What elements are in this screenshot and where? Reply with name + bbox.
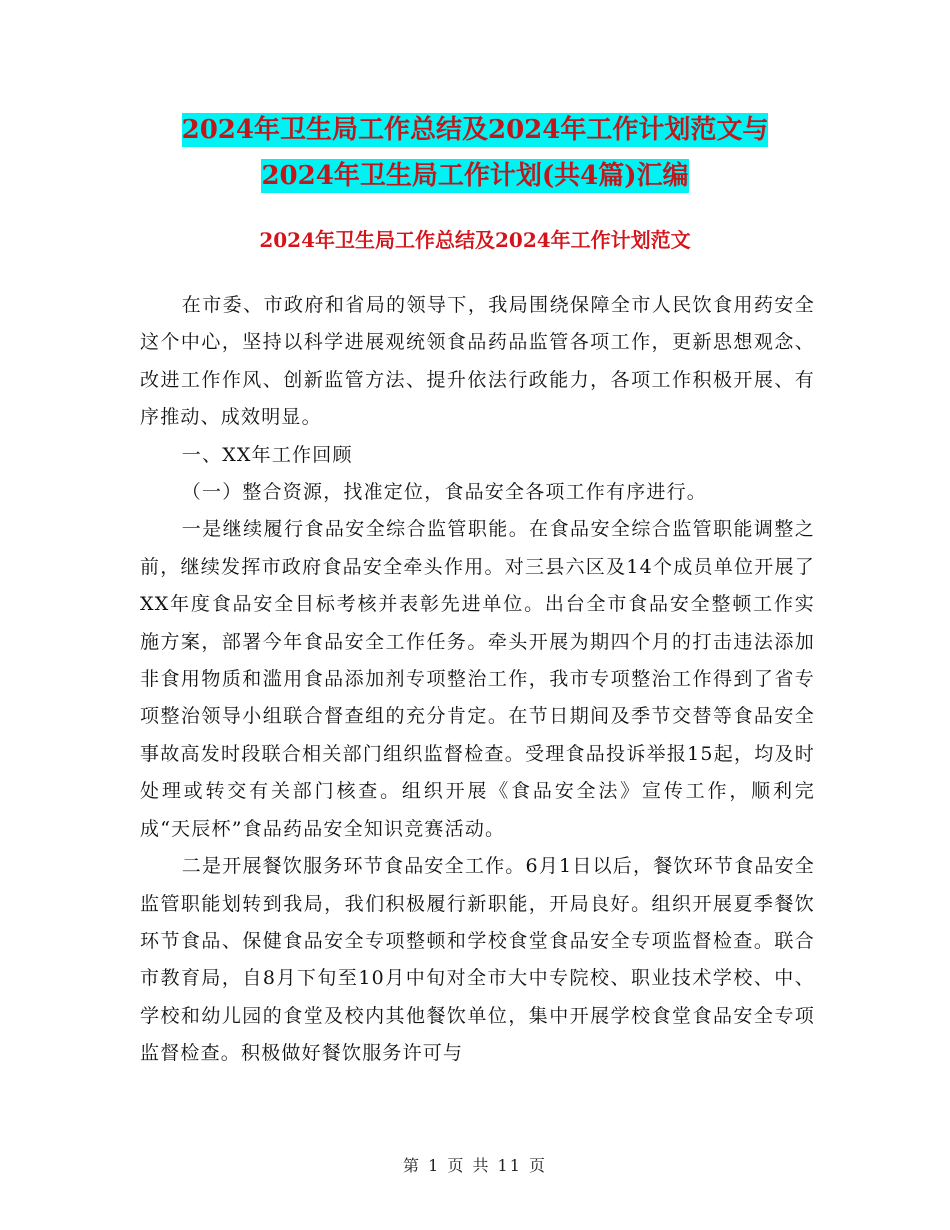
section-title: 2024年卫生局工作总结及2024年工作计划范文 <box>259 228 691 252</box>
page-footer: 第 1 页 共 11 页 <box>403 1156 547 1175</box>
paragraph-intro: 在市委、市政府和省局的领导下，我局围绕保障全市人民饮食用药安全这个中心，坚持以科学进展观统领食品药品监管各项工作，更新思想观念、改进工作作风、创新监管方法、提升依法行政能力，各项工作积极开展、有序推动、成效明显。 <box>140 294 815 429</box>
paragraph-comprehensive-supervision: 一是继续履行食品安全综合监管职能。在食品安全综合监管职能调整之前，继续发挥市政府食品安全牵头作用。对三县六区及14个成员单位开展了XX年度食品安全目标考核并表彰先进单位。出台全市食品安全整顿工作实施方案，部署今年食品安全工作任务。牵头开展为期四个月的打击违法添加非食用物质和滥用食品添加剂专项整治工作，我市专项整治工作得到了省专项整治领导小组联合督查组的充分肯定。在节日期间及季节交替等食品安全事故高发时段联合相关部门组织监督检查。受理食品投诉举报15起，均及时处理或转交有关部门核查。组织开展《食品安全法》宣传工作，顺利完成“天辰杯”食品药品安全知识竞赛活动。 <box>140 518 815 840</box>
document-body <box>140 287 815 1073</box>
subheading-food-safety: （一）整合资源，找准定位，食品安全各项工作有序进行。 <box>181 481 707 504</box>
title-highlight-1: 2024年卫生局工作总结及2024年工作计划范文与 <box>181 115 769 145</box>
document-title-line-1 <box>0 110 950 150</box>
title-highlight-2: 2024年卫生局工作计划(共4篇)汇编 <box>261 161 689 191</box>
heading-review: 一、XX年工作回顾 <box>181 443 353 466</box>
paragraph-catering-service: 二是开展餐饮服务环节食品安全工作。6月1日以后，餐饮环节食品安全监管职能划转到我局，我们积极履行新职能，开局良好。组织开展夏季餐饮环节食品、保健食品安全专项整顿和学校食堂食品安全专项监督检查。联合市教育局，自8月下旬至10月中旬对全市大中专院校、职业技术学校、中、学校和幼儿园的食堂及校内其他餐饮单位，集中开展学校食堂食品安全专项监督检查。积极做好餐饮服务许可与 <box>140 855 815 1065</box>
document-title-line-2 <box>0 156 950 196</box>
